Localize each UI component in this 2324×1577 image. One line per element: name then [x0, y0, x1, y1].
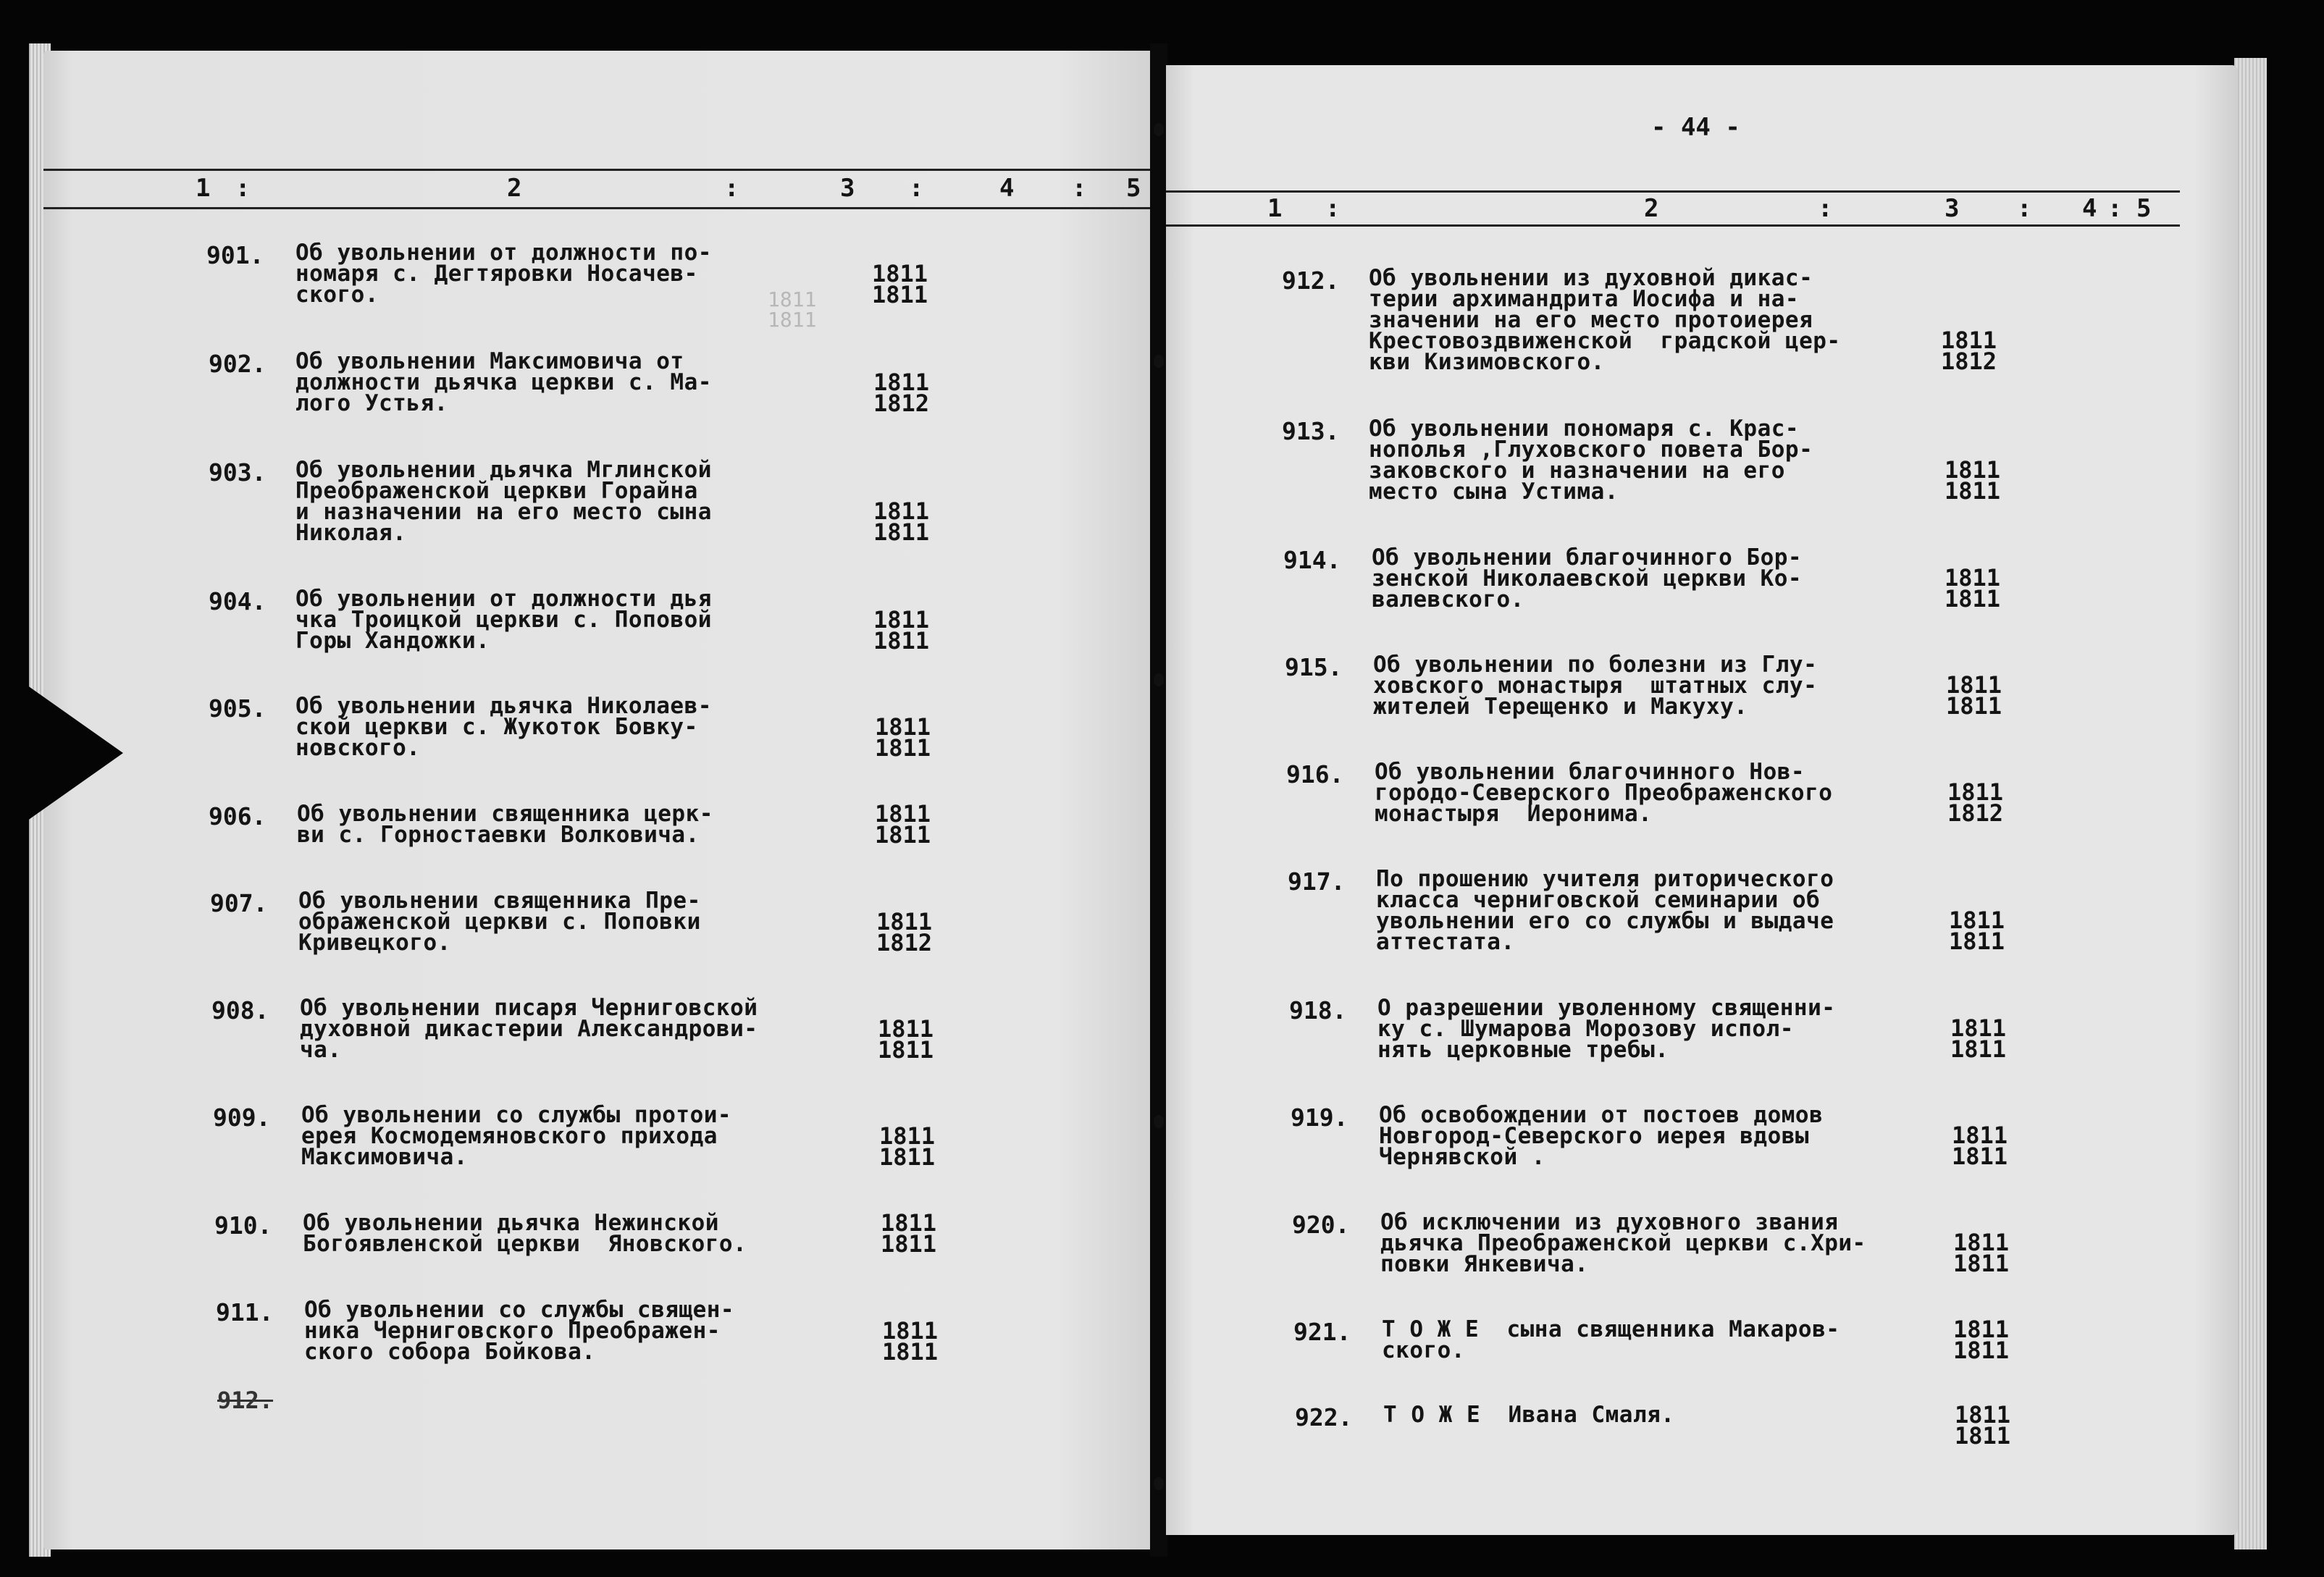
entry-number: 908.	[211, 996, 269, 1025]
entry-years: 1811 1811	[1952, 1122, 2008, 1170]
bleed-through-text: 1811 1811	[768, 287, 817, 332]
entry-years: 1811 1811	[872, 260, 928, 308]
col-sep: :	[724, 174, 739, 203]
page-number: - 44 -	[1651, 113, 1740, 142]
header-bottom-rule	[1166, 224, 2180, 227]
col-4-label: 4	[999, 174, 1015, 203]
entry-number: 915.	[1285, 653, 1343, 681]
entry-description: Об увольнении Максимовича от должности дьячка церкви с. Ма- лого Устья.	[295, 348, 712, 416]
entry-description: Т О Ж Е сына священника Макаров- ского.	[1382, 1316, 1840, 1363]
entry-number: 910.	[214, 1211, 272, 1240]
struck-entry-number: 912.	[217, 1387, 274, 1414]
entry-description: Т О Ж Е Ивана Смаля.	[1383, 1402, 1675, 1428]
entry-years: 1811 1811	[1953, 1316, 2010, 1364]
binding-hole	[1154, 355, 1164, 368]
entry-description: Об увольнении священника Пре- ображенской церкви с. Поповки Кривецкого.	[298, 888, 701, 956]
book-gutter	[1150, 43, 1167, 1557]
entry-years: 1811 1812	[873, 369, 930, 417]
entry-years: 1811 1812	[1947, 778, 2004, 827]
binding-hole	[1154, 673, 1164, 686]
entry-description: Об увольнении от должности дья чка Троицкой церкви с. Поповой Горы Хандожки.	[295, 586, 712, 654]
entry-description: Об увольнении от должности по- номаря с. Дегтяровки Носачев- ского.	[295, 240, 712, 308]
col-4-label: 4	[2082, 194, 2097, 223]
col-sep: :	[2107, 194, 2123, 223]
col-2-label: 2	[507, 174, 522, 203]
entry-years: 1811 1811	[873, 497, 930, 546]
entry-number: 914.	[1283, 546, 1341, 574]
entry-years: 1811 1811	[1953, 1229, 2010, 1277]
entry-description: Об увольнении со службы священ- ника Черниговского Преображен- ского собора Бойкова.	[304, 1297, 735, 1365]
col-sep: :	[2017, 194, 2032, 223]
col-1-label: 1	[1267, 194, 1283, 223]
entry-number: 903.	[209, 458, 267, 487]
col-3-label: 3	[840, 174, 855, 203]
col-1-label: 1	[196, 174, 211, 203]
right-page-edges	[2234, 58, 2267, 1549]
entry-number: 919.	[1291, 1103, 1348, 1132]
entry-description: Об увольнении священника церк- ви с. Горностаевки Волковича.	[297, 801, 713, 848]
entry-years: 1811 1812	[876, 908, 933, 956]
entry-number: 916.	[1286, 760, 1344, 788]
entry-years: 1811 1811	[1946, 671, 2002, 720]
entry-number: 917.	[1288, 867, 1346, 896]
entry-years: 1811 1811	[882, 1317, 939, 1366]
entry-number: 922.	[1295, 1403, 1353, 1431]
entry-description: Об увольнении дьячка Николаев- ской церкви с. Жукоток Бовку- новского.	[295, 693, 712, 761]
entry-number: 911.	[216, 1298, 274, 1326]
entry-number: 920.	[1292, 1211, 1350, 1239]
entry-description: Об увольнении из духовной дикас- терии архимандрита Иосифа и на- значении на его место протоиерея Крестовоздвиженской градской цер- кви Кизимовского.	[1369, 265, 1841, 375]
entry-years: 1811 1811	[873, 606, 930, 655]
entry-years: 1811 1811	[1955, 1401, 2011, 1450]
left-page	[43, 51, 1151, 1549]
header-top-rule	[1166, 190, 2180, 193]
entry-years: 1811 1811	[1949, 907, 2005, 955]
entry-years: 1811 1811	[879, 1122, 936, 1171]
col-sep: :	[909, 174, 924, 203]
col-sep: :	[235, 174, 251, 203]
entry-description: Об увольнении со службы протои- ерея Космодемяновского прихода Максимовича.	[301, 1102, 732, 1170]
entry-description: Об увольнении благочинного Нов- городо-Северского Преображенского монастыря Иеронима.	[1375, 759, 1833, 827]
entry-description: Об освобождении от постоев домов Новгород-Северского иерея вдовы Чернявской .	[1379, 1102, 1824, 1170]
col-2-label: 2	[1644, 194, 1659, 223]
entry-years: 1811 1811	[875, 713, 931, 762]
header-top-rule	[43, 169, 1151, 171]
entry-years: 1811 1811	[875, 800, 931, 849]
col-sep: :	[1818, 194, 1833, 223]
entry-years: 1811 1811	[1950, 1014, 2007, 1063]
page-shadow	[0, 666, 123, 840]
entry-number: 912.	[1282, 266, 1340, 295]
binding-hole	[1154, 1477, 1164, 1490]
col-sep: :	[1325, 194, 1341, 223]
entry-description: Об увольнении дьячка Мглинской Преображенской церкви Горайна и назначении на его место сына Николая.	[295, 457, 712, 546]
col-5-label: 5	[1126, 174, 1141, 203]
entry-number: 909.	[213, 1103, 271, 1132]
entry-description: О разрешении уволенному священни- ку с. Шумарова Морозову испол- нять церковные требы.	[1377, 995, 1836, 1063]
entry-years: 1811 1811	[1945, 456, 2001, 505]
entry-years: 1811 1812	[1941, 327, 1997, 375]
col-5-label: 5	[2136, 194, 2152, 223]
entry-description: Об увольнении по болезни из Глу- ховского монастыря штатных слу- жителей Терещенко и Макуху.	[1373, 652, 1818, 720]
entry-number: 906.	[209, 802, 267, 830]
header-bottom-rule	[43, 207, 1151, 209]
entry-description: Об увольнении благочинного Бор- зенской Николаевской церкви Ко- валевского.	[1372, 544, 1803, 613]
entry-number: 921.	[1293, 1318, 1351, 1346]
binding-hole	[1154, 1115, 1164, 1128]
entry-number: 904.	[209, 587, 267, 615]
entry-description: Об увольнении пономаря с. Крас- нополья ,Глуховского повета Бор- заковского и назначении на его место сына Устима.	[1369, 416, 1813, 505]
entry-description: Об исключении из духовного звания дьячка Преображенской церкви с.Хри- повки Янкевича.	[1380, 1209, 1866, 1277]
entry-number: 901.	[206, 241, 264, 269]
entry-years: 1811 1811	[878, 1015, 934, 1064]
entry-description: Об увольнении писаря Черниговской духовной дикастерии Александрови- ча.	[300, 995, 758, 1063]
right-page	[1166, 65, 2238, 1535]
col-sep: :	[1072, 174, 1087, 203]
entry-number: 907.	[210, 889, 268, 917]
entry-number: 905.	[209, 694, 267, 723]
entry-description: Об увольнении дьячка Нежинской Богоявленской церкви Яновского.	[303, 1210, 747, 1257]
entry-number: 918.	[1289, 996, 1347, 1025]
col-3-label: 3	[1945, 194, 1960, 223]
entry-description: По прошению учителя риторического класса черниговской семинарии об увольнении его со службы и выдаче аттестата.	[1376, 866, 1834, 955]
binding-hole	[1154, 123, 1164, 136]
entry-years: 1811 1811	[881, 1209, 937, 1258]
entry-number: 913.	[1282, 417, 1340, 445]
entry-number: 902.	[209, 350, 267, 378]
entry-years: 1811 1811	[1945, 564, 2001, 613]
